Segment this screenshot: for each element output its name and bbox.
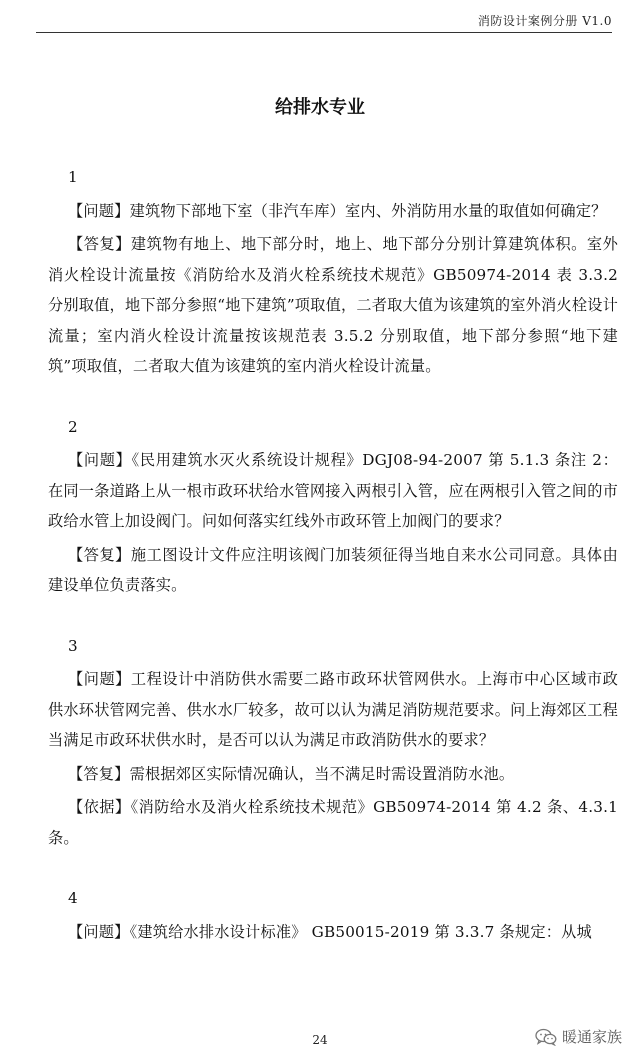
question-tag: 【问题】	[68, 922, 130, 941]
question-paragraph	[48, 196, 618, 227]
question-tag: 【问题】	[68, 451, 132, 469]
case-number: 1	[68, 168, 78, 186]
case-number: 3	[68, 636, 78, 655]
question-text: 《民用建筑水灭火系统设计规程》DGJ08-94-2007 第 5.1.3 条注 2：在同一条道路上从一根市政环状给水管网接入两根引入管，应在两根引入管之间的市政给水管上加设阀门。问如何落实红线外市政环管上加阀门的要求？	[48, 451, 618, 530]
document-title: 消防设计案例分册 V1.0	[477, 14, 612, 28]
answer-text: 施工图设计文件应注明该阀门加装须征得当地自来水公司同意。具体由建设单位负责落实。	[48, 545, 618, 594]
answer-paragraph	[48, 540, 618, 601]
case-number: 2	[68, 417, 78, 436]
question-paragraph	[48, 664, 618, 756]
basis-text: 《消防给水及消火栓系统技术规范》GB50974-2014 第 4.2 条、4.3.1 条。	[48, 798, 618, 847]
section-title: 给排水专业	[275, 97, 365, 118]
question-paragraph	[48, 445, 618, 537]
basis-paragraph	[48, 792, 618, 853]
page-number: 24	[312, 1033, 328, 1047]
basis-tag: 【依据】	[68, 798, 131, 816]
answer-text: 需根据郊区实际情况确认，当不满足时需设置消防水池。	[129, 764, 515, 783]
question-tag: 【问题】	[68, 670, 131, 688]
answer-tag: 【答复】	[68, 764, 130, 783]
question-text: 建筑物下部地下室（非汽车库）室内、外消防用水量的取值如何确定？	[129, 201, 607, 220]
page-content	[48, 162, 618, 977]
case-3	[48, 631, 618, 854]
watermark	[535, 1026, 622, 1047]
answer-paragraph	[48, 229, 618, 382]
answer-tag: 【答复】	[68, 235, 131, 253]
question-tag: 【问题】	[68, 201, 130, 220]
case-number: 4	[68, 889, 78, 907]
answer-paragraph	[48, 759, 618, 790]
wechat-icon	[535, 1028, 557, 1046]
case-1	[48, 162, 618, 382]
question-text: 工程设计中消防供水需要二路市政环状管网供水。上海市中心区域市政供水环状管网完善、供水水厂较多，故可以认为满足消防规范要求。问上海郊区工程当满足市政环状供水时，是否可以认为满足市政消防供水的要求？	[48, 670, 618, 749]
answer-tag: 【答复】	[68, 545, 131, 564]
case-2	[48, 412, 618, 601]
question-paragraph	[48, 917, 618, 948]
answer-text: 建筑物有地上、地下部分时，地上、地下部分分别计算建筑体积。室外消火栓设计流量按《消防给水及消火栓系统技术规范》GB50974-2014 表 3.3.2 分别取值，地下部分参照“地下建筑”项取值，二者取大值为该建筑的室外消火栓设计流量；室内消火栓设计流量按该规范表 3.5.2 分别取值，地下部分参照“地下建筑”项取值，二者取大值为该建筑的室内消火栓设计流量。	[48, 235, 618, 375]
page-header	[36, 10, 612, 33]
case-4	[48, 883, 618, 947]
question-text: 《建筑给水排水设计标准》 GB50015-2019 第 3.3.7 条规定：从城	[129, 922, 592, 941]
watermark-text: 暖通家族	[561, 1028, 622, 1046]
